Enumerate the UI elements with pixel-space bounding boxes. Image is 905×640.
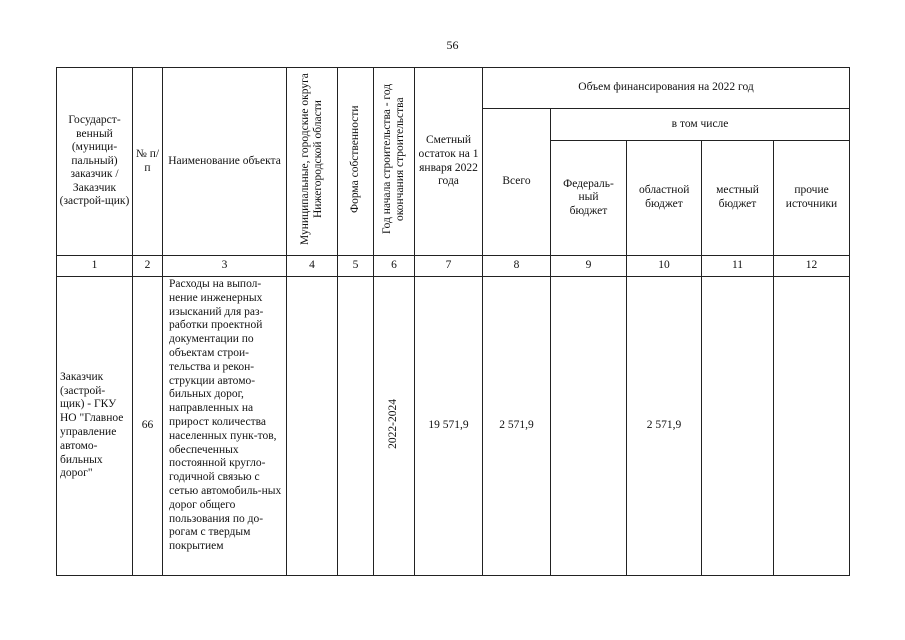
cell-federal [551,277,627,576]
cell-customer: Заказчик (застрой-щик) - ГКУ НО "Главное управление автомо-бильных дорог" [57,277,133,576]
header-years: Год начала строительства - год окончания строительства [374,68,415,256]
column-number: 7 [415,256,483,277]
column-number: 10 [627,256,702,277]
header-regional: областной бюджет [627,141,702,256]
column-number: 1 [57,256,133,277]
header-other: прочие источники [774,141,850,256]
column-number: 8 [483,256,551,277]
header-num: № п/п [133,68,163,256]
financing-table [56,67,850,576]
cell-object-name: Расходы на выпол-нение инженерных изысканий для раз-работки проектной документации по объектам строи-тельства и рекон-струкции автомо-бильных дорог, направленных на прирост количества населенных пунк-тов, обеспеченных постоянной кругло-годичной связью с сетью автомобиль-ных дорог общего пользования по до-рогам с твердым покрытием [163,277,287,576]
header-ownership: Форма собственности [338,68,374,256]
cell-balance: 19 571,9 [415,277,483,576]
header-customer: Государст-венный (муници-пальный) заказчик / Заказчик (застрой-щик) [57,68,133,256]
cell-municipal [287,277,338,576]
cell-local [702,277,774,576]
column-number: 5 [338,256,374,277]
column-number: 2 [133,256,163,277]
column-number: 4 [287,256,338,277]
cell-ownership [338,277,374,576]
cell-years: 2022-2024 [374,277,415,576]
page-number: 56 [446,38,459,52]
header-local: местный бюджет [702,141,774,256]
table-row [57,277,850,576]
column-number: 3 [163,256,287,277]
cell-other [774,277,850,576]
cell-regional: 2 571,9 [627,277,702,576]
header-financing: Объем финансирования на 2022 год [483,68,850,109]
column-number: 9 [551,256,627,277]
cell-num: 66 [133,277,163,576]
column-number: 6 [374,256,415,277]
header-federal: Федераль-ный бюджет [551,141,627,256]
cell-total: 2 571,9 [483,277,551,576]
column-number: 11 [702,256,774,277]
header-municipal: Муниципальные, городские округа Нижегородской области [287,68,338,256]
header-object-name: Наименование объекта [163,68,287,256]
header-total: Всего [483,109,551,256]
header-balance: Сметный остаток на 1 января 2022 года [415,68,483,256]
header-including: в том числе [551,109,850,141]
column-number: 12 [774,256,850,277]
